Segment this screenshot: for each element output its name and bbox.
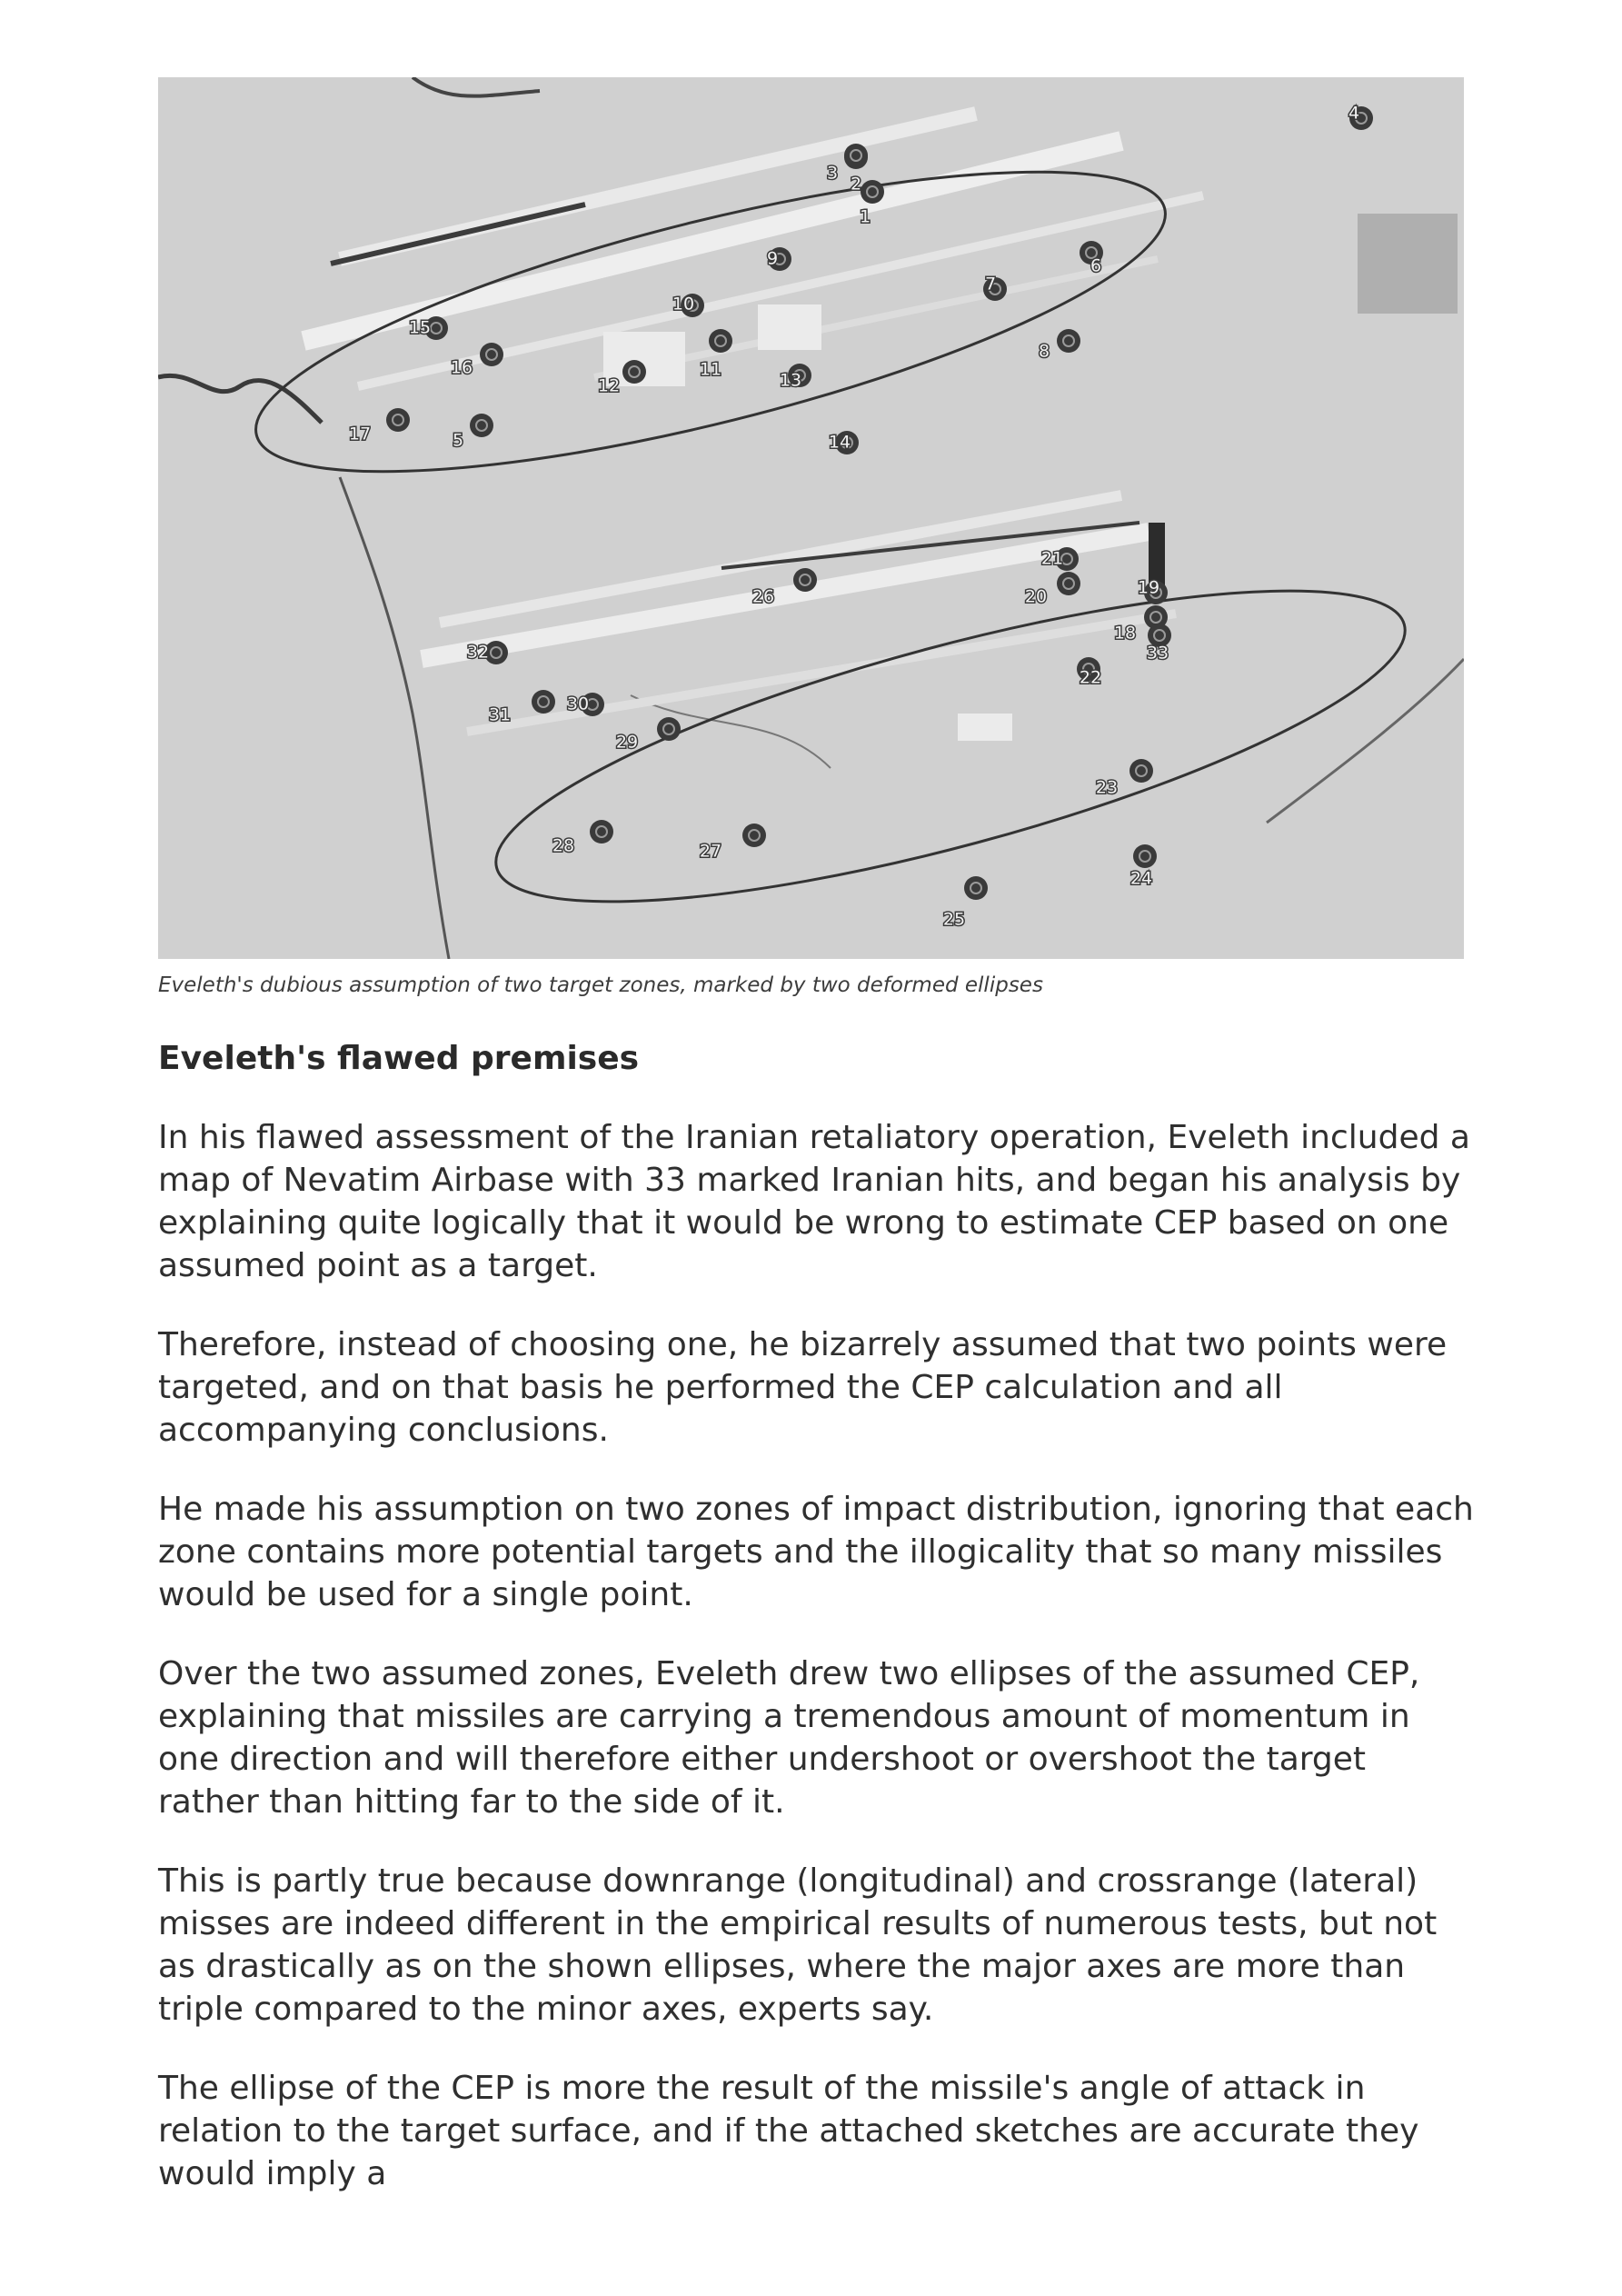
impact-marker-dot <box>622 360 646 384</box>
impact-marker-label: 20 <box>1024 586 1048 607</box>
impact-marker-label: 14 <box>828 432 851 453</box>
paragraph: He made his assumption on two zones of impact distribution, ignoring that each zone contains more potential targets and the illogicality that so many missiles would be used for a single point. <box>158 1491 1474 1613</box>
impact-marker-label: 32 <box>466 642 490 663</box>
impact-marker-dot <box>590 820 613 844</box>
paragraph: In his flawed assessment of the Iranian retaliatory operation, Eveleth included a map of Nevatim Airbase with 33 marked Iranian hits, and began his analysis by explaining quite logically that it would be wrong to estimate CEP based on one assumed point as a target. <box>158 1119 1470 1284</box>
impact-marker-dot <box>844 144 868 167</box>
impact-marker-label: 13 <box>779 370 802 391</box>
impact-marker <box>1147 624 1171 664</box>
impact-marker-label: 1 <box>859 206 871 227</box>
impact-marker <box>467 641 508 664</box>
impact-marker <box>767 247 791 271</box>
impact-marker <box>672 294 704 317</box>
impact-marker-label: 33 <box>1146 643 1169 664</box>
impact-marker-dot <box>1057 572 1080 595</box>
impact-marker-dot <box>1129 759 1153 783</box>
impact-marker <box>567 693 604 716</box>
impact-marker <box>829 431 859 454</box>
impact-marker-label: 5 <box>452 430 464 451</box>
impact-marker-label: 12 <box>597 375 621 396</box>
impact-marker-label: 29 <box>615 732 639 753</box>
impact-marker-label: 23 <box>1095 777 1119 798</box>
impact-marker-label: 8 <box>1038 341 1050 362</box>
impact-marker-label: 19 <box>1137 577 1160 598</box>
impact-marker-dot <box>1057 329 1080 353</box>
impact-marker-dot <box>532 690 555 714</box>
section-heading: Eveleth's flawed premises <box>158 1040 640 1077</box>
paragraph: Over the two assumed zones, Eveleth drew two ellipses of the assumed CEP, explaining that missiles are carrying a tremendous amount of momentum in one direction and will therefore either undershoot or overshoot the target rather than hitting far to the side of it. <box>158 1655 1420 1821</box>
impact-marker-dot <box>742 824 766 847</box>
paragraph: This is partly true because downrange (longitudinal) and crossrange (lateral) misses are indeed different in the empirical results of numerous tests, but not as drastically as on the shown ellipses, where the major axes are more than triple compared to the minor axes, experts say. <box>158 1862 1438 2028</box>
impact-marker-label: 6 <box>1090 255 1102 276</box>
impact-map <box>158 77 1464 959</box>
impact-marker-label: 7 <box>984 274 997 294</box>
impact-marker-label: 24 <box>1129 868 1153 889</box>
impact-marker-label: 22 <box>1079 667 1102 688</box>
impact-marker-dot <box>861 180 884 204</box>
impact-marker-label: 2 <box>850 174 862 195</box>
impact-marker-label: 18 <box>1113 623 1137 644</box>
impact-marker-label: 30 <box>566 694 590 714</box>
figure-caption: Eveleth's dubious assumption of two target zones, marked by two deformed ellipses <box>158 973 1043 997</box>
impact-marker-label: 9 <box>766 248 779 269</box>
impact-marker-dot <box>470 414 493 437</box>
impact-marker-label: 3 <box>826 163 839 184</box>
impact-marker-dot <box>480 343 503 366</box>
impact-marker <box>409 316 448 340</box>
impact-marker-label: 11 <box>699 359 722 380</box>
impact-marker-dot <box>1133 844 1157 868</box>
airbase-satellite-image <box>158 77 1464 959</box>
impact-marker-label: 25 <box>942 909 966 930</box>
impact-marker-label: 16 <box>450 357 473 378</box>
impact-marker-label: 21 <box>1040 548 1064 569</box>
impact-marker-label: 26 <box>751 586 775 607</box>
impact-marker-label: 4 <box>1348 103 1360 124</box>
paragraph: The ellipse of the CEP is more the result of the missile's angle of attack in relation to the target surface, and if the attached sketches are accurate they would imply a <box>158 2070 1419 2192</box>
impact-marker-label: 10 <box>672 294 695 314</box>
impact-marker-dot <box>386 408 410 432</box>
impact-marker-label: 27 <box>699 841 722 862</box>
impact-marker-dot <box>964 876 988 900</box>
paragraph: Therefore, instead of choosing one, he bizarrely assumed that two points were targeted, and on that basis he performed the CEP calculation and all accompanying conclusions. <box>158 1326 1448 1449</box>
impact-marker-dot <box>657 717 681 741</box>
impact-marker <box>1041 547 1079 571</box>
impact-marker-dot <box>793 568 817 592</box>
article-body <box>158 1116 1476 2231</box>
impact-marker-label: 28 <box>552 835 575 856</box>
impact-marker-label: 31 <box>488 704 512 725</box>
impact-marker-label: 17 <box>348 424 372 444</box>
impact-marker <box>1077 657 1101 688</box>
impact-marker-label: 15 <box>408 317 432 338</box>
impact-marker-dot <box>709 329 732 353</box>
